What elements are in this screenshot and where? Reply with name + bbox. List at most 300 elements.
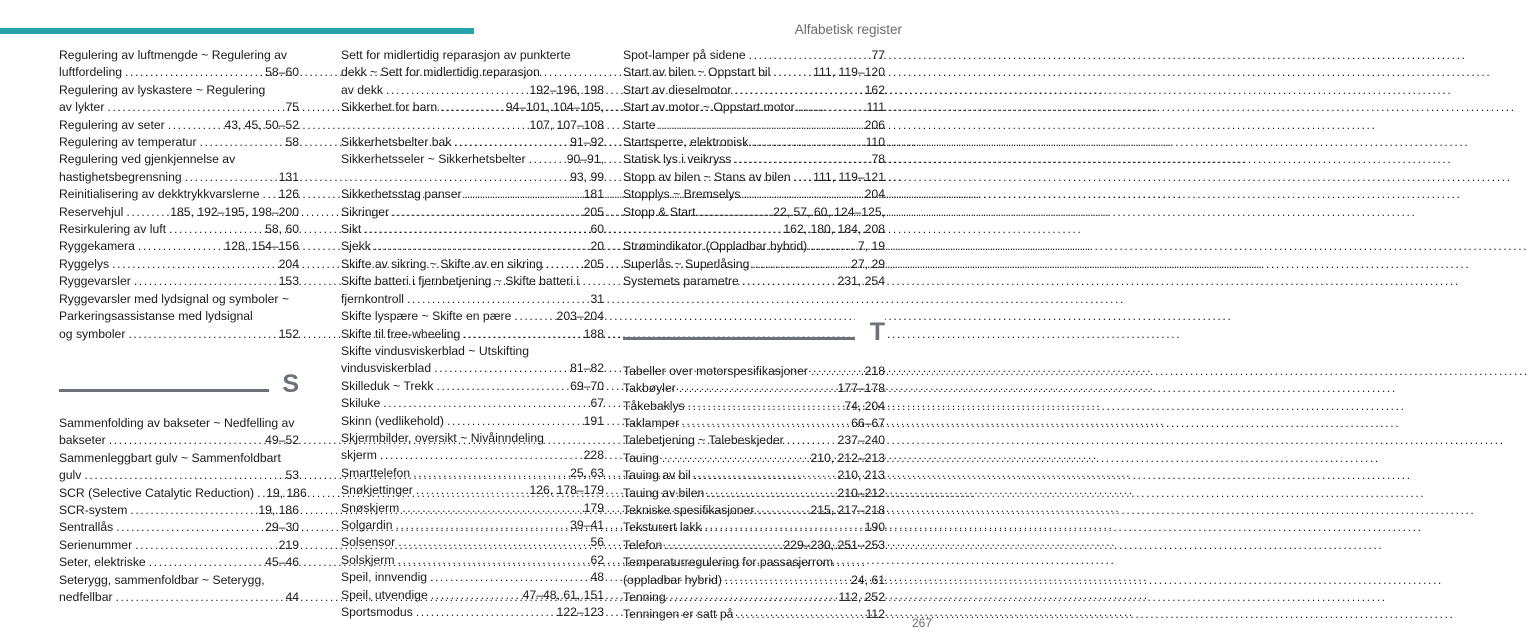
index-entry [341,273,604,308]
dot-leader [396,517,568,534]
entry-text-line: Skifte vindusviskerblad ~ Utskifting [341,343,529,358]
dot-leader [679,380,835,397]
entry-page-refs: 153 [278,274,299,289]
entry-term-line [341,238,604,255]
entry-term-line [59,64,299,81]
entry-term: Snøkjettinger [341,483,413,498]
index-entry [341,256,604,273]
entry-page-refs: 112 [865,607,885,622]
dot-leader [185,169,276,186]
dot-leader [436,378,567,395]
entry-term: Sportsmodus [341,605,413,619]
entry-term: Tabeller over motorspesifikasjoner [623,363,808,378]
entry-page-refs: 19, 186 [258,502,299,517]
entry-page-refs: 91–92 [570,135,604,150]
entry-text-line: Parkeringsassistanse med lydsignal [59,309,253,324]
entry-term-line [59,502,299,519]
entry-page-refs: 45–46 [265,555,299,570]
entry-term-line [623,415,885,432]
entry-term-line [341,604,604,621]
entry-page-refs: 126, 178–179 [529,483,604,498]
entry-term: SCR-system [59,502,128,517]
entry-term: Skifte til free-wheeling [341,326,461,341]
dot-leader [392,204,581,221]
entry-term: bakseter [59,433,106,448]
entry-page-refs: 58, 60 [265,222,299,237]
dot-leader [126,204,167,221]
entry-page-refs: 181 [583,187,604,202]
entry-term: Start av motor ~ Oppstart motor [623,100,795,115]
entry-page-refs: 67 [590,396,604,411]
entry-term-line [59,186,299,203]
dot-leader [454,134,567,151]
section-header [623,313,885,351]
entry-term: Taklamper [623,415,680,430]
dot-leader [694,467,835,484]
index-entry [59,502,299,519]
entry-page-refs: 206 [864,117,885,132]
entry-term-line [59,589,299,606]
entry-text-line: Sett for midlertidig reparasjon av punkterte [341,48,571,62]
entry-term-line [623,572,885,589]
dot-leader [413,465,567,482]
index-entry [341,308,604,325]
entry-page-refs: 24, 61 [851,572,885,587]
entry-term-line [59,273,299,290]
dot-leader [135,537,276,554]
entry-term: Stopplys ~ Bremselys [623,187,741,202]
index-entry [59,117,299,134]
entry-term-line [623,238,885,255]
index-entry [59,256,299,273]
page-number: 267 [911,616,932,630]
entry-page-refs: 29–30 [265,520,299,535]
entry-term-line [59,519,299,536]
entry-page-refs: 231, 254 [837,274,885,289]
index-entry [341,99,604,134]
entry-term: Speil, utvendige [341,587,428,602]
entry-term-line [341,395,604,412]
entry-term-line [59,221,299,238]
entry-term-line [623,273,885,290]
index-column-3 [623,47,885,624]
section-letter: T [855,313,885,351]
dot-leader [116,589,283,606]
entry-term: Skiluke [341,396,381,411]
entry-term: gulv [59,468,82,483]
entry-page-refs: 177–178 [837,381,885,396]
entry-term-line [341,413,604,430]
entry-text-line: Seterygg, sammenfoldbar ~ Seterygg, [59,572,265,587]
index-entry [341,378,604,395]
entry-term-line [341,134,604,151]
dot-leader [138,238,222,255]
index-entry [623,256,885,273]
entry-page-refs: 90–91, [566,152,604,167]
entry-term-line [341,378,604,395]
entry-term: Sikkerhetsseler ~ Sikkerhetsbelter [341,152,526,167]
index-entry [341,500,604,517]
entry-term: Skifte av sikring ~ Skifte av en sikring [341,256,543,271]
entry-term-line [59,485,307,502]
entry-term-line [59,204,299,221]
entry-term-line [59,554,299,571]
dot-leader [380,447,581,464]
entry-text-line: Ryggevarsler med lydsignal og symboler ~ [59,291,289,306]
entry-term-line [341,99,604,116]
dot-leader [465,186,581,203]
entry-term: Tåkebaklys [623,398,685,413]
index-entry [341,517,604,534]
entry-page-refs: 43, 45, 50–52 [224,117,299,132]
entry-page-refs: 78 [871,152,885,167]
entry-term: Statisk lys i veikryss [623,152,732,167]
dot-leader [725,572,848,589]
entry-page-refs: 58 [285,135,299,150]
entry-page-refs: 44 [285,589,299,604]
entry-term: Smarttelefon [341,465,411,480]
dot-leader [416,482,527,499]
dot-leader [168,117,222,134]
entry-term-line [623,519,885,536]
entry-term-line [341,534,604,551]
index-entry [59,186,299,203]
entry-term: Superlås ~ Superlåsing [623,256,750,271]
index-entry [623,169,885,186]
entry-term: Strømindikator (Oppladbar hybrid) [623,239,808,254]
dot-leader [744,186,862,203]
entry-page-refs: 20 [590,239,604,254]
section-divider [59,389,299,392]
dot-leader [440,99,503,116]
entry-page-refs: 19, 186 [266,485,307,500]
entry-term: Tenning [623,589,666,604]
entry-term: nedfellbar [59,589,113,604]
entry-page-refs: 190 [864,520,885,535]
index-entry [341,413,604,430]
index-entry [341,238,604,255]
entry-term: Reinitialisering av dekktrykkvarslerne [59,187,260,202]
index-entry [623,467,885,484]
entry-term-line [59,117,299,134]
entry-page-refs: 111 [866,100,885,115]
entry-term-line [59,432,299,449]
entry-page-refs: 94–101, 104–105, [505,100,604,115]
entry-page-refs: 204 [278,256,299,271]
page-header-title: Alfabetisk register [794,22,902,37]
entry-term-line [623,606,885,623]
dot-leader [707,485,834,502]
entry-term: Regulering av seter [59,117,165,132]
index-entry [623,380,885,397]
entry-page-refs: 58–60 [265,65,299,80]
entry-term: Sikt [341,222,362,237]
entry-term-line [623,82,885,99]
entry-page-refs: 192–196, 198 [529,82,604,97]
dot-leader [688,398,842,415]
entry-term-line [59,169,299,186]
entry-page-refs: 62 [590,552,604,567]
entry-page-refs: 203–204 [556,309,604,324]
entry-term-line [341,308,604,325]
index-entry [59,572,299,607]
entry-term-line [341,552,604,569]
entry-term-line [623,363,885,380]
entry-page-refs-continued: 93, 99 [570,169,604,184]
index-entry [341,343,604,378]
index-entry [623,450,885,467]
index-entry [623,485,885,502]
index-entry [341,465,604,482]
entry-page-refs: 210, 212–213 [810,450,885,465]
entry-page-refs: 205 [583,256,604,271]
dot-leader [431,587,520,604]
entry-term: Teksturert lakk [623,520,702,535]
entry-page-refs: 215, 217–218 [810,502,885,517]
section-header [59,365,299,403]
index-entry [59,151,299,186]
entry-page-refs: 53 [285,468,299,483]
index-entry [623,554,885,589]
entry-term-line [59,537,299,554]
entry-term-line [623,134,885,151]
entry-term-line [623,64,885,81]
dot-leader [430,569,587,586]
dot-leader [811,363,862,380]
dot-leader [659,117,862,134]
entry-term: Talebetjening ~ Talebeskjeder [623,433,784,448]
entry-term-line [623,467,885,484]
index-entry [341,134,604,151]
entry-text-line: Regulering av lyskastere ~ Regulering [59,82,266,97]
dot-leader [263,186,276,203]
entry-page-refs: 188 [583,326,604,341]
dot-leader [514,308,553,325]
entry-term: Systemets parametre [623,274,739,289]
index-entry [623,273,885,290]
dot-leader [794,169,810,186]
dot-leader [463,326,580,343]
dot-leader [734,82,861,99]
entry-page-refs: 47–48, 61, 151 [522,587,604,602]
dot-leader [751,134,862,151]
entry-term: Start av dieselmotor [623,82,732,97]
index-entry [59,221,299,238]
entry-page-refs-continued: 162, 180, 184, 208 [783,222,885,237]
index-entry [341,151,604,186]
dot-leader [662,450,808,467]
dot-leader [134,273,276,290]
entry-term-line [59,238,299,255]
entry-text-line: Regulering ved gjenkjennelse av [59,152,236,167]
dot-leader [416,604,554,621]
entry-term-line [623,450,885,467]
index-entry [623,64,885,81]
entry-page-refs: 22, 57, 60, 124–125, [773,204,885,219]
entry-term: Ryggekamera [59,239,135,254]
index-entry [59,537,299,554]
entry-term: Reservehjul [59,204,124,219]
entry-term: Tauing av bil [623,468,691,483]
entry-page-refs: 77 [871,48,885,62]
index-entry [623,519,885,536]
entry-term-line [341,447,604,464]
entry-term-line [623,117,885,134]
index-entry [341,221,604,238]
index-entry [59,47,299,82]
dot-leader [128,326,275,343]
entry-term-line [623,485,885,502]
index-entry [341,204,604,221]
entry-term: Skilleduk ~ Trekk [341,378,434,393]
dot-leader [699,204,771,221]
dot-leader [434,360,567,377]
dot-leader [386,82,526,99]
index-entry [341,186,604,203]
entry-term-line [341,82,604,99]
index-entry [341,482,604,499]
entry-term-line [59,134,299,151]
index-entry [341,326,604,343]
index-entry [341,587,604,604]
index-entry [59,519,299,536]
index-entry [59,134,299,151]
entry-page-refs: 31 [590,291,604,306]
index-entry [623,415,885,432]
entry-term: Startsperre, elektronisk [623,135,749,150]
entry-page-refs: 39–41 [570,517,604,532]
entry-page-refs: 25, 63 [570,465,604,480]
entry-term-line [623,47,885,64]
entry-term-line [341,465,604,482]
entry-term: Regulering av temperatur [59,135,197,150]
dot-leader [749,47,869,64]
index-column-1 [59,47,307,606]
entry-page-refs: 237–240 [837,433,885,448]
index-entry [623,606,885,623]
index-entry [59,291,299,343]
dot-leader [773,64,810,81]
index-entry [623,82,885,99]
entry-term: skjerm [341,448,377,463]
dot-leader [447,413,581,430]
dot-leader [107,99,282,116]
dot-leader [665,537,780,554]
entry-page-refs: 191 [583,413,604,428]
dot-leader [736,606,862,623]
index-entry [341,534,604,551]
entry-page-refs: 128, 154–156 [224,239,299,254]
entry-page-refs: 131 [278,169,299,184]
entry-page-refs: 228 [583,448,604,463]
entry-text-line: Regulering av luftmengde ~ Regulering av [59,48,287,62]
index-column-2 [341,47,604,621]
dot-leader [546,256,581,273]
entry-term: Serienummer [59,537,133,552]
dot-leader [257,485,263,502]
entry-page-refs: 111, 119–120 [813,65,885,80]
entry-term-line [341,256,604,273]
entry-term: Solskjerm [341,552,395,567]
entry-page-refs: 162 [864,82,885,97]
entry-term: og symboler [59,326,126,341]
entry-page-refs: 112, 252 [838,589,885,604]
entry-term-line [341,151,604,168]
dot-leader [402,500,580,517]
entry-term-line [623,398,885,415]
dot-leader [669,589,836,606]
entry-term-line [341,587,604,604]
index-entry [59,82,299,117]
entry-page-refs: 229–230, 251–253 [783,537,885,552]
entry-term: vindusviskerblad [341,361,432,376]
entry-term: Resirkulering av luft [59,222,167,237]
entry-term-line [623,151,885,168]
entry-page-refs: 205 [583,204,604,219]
dot-leader [130,502,255,519]
index-entry [623,134,885,151]
entry-term-line [341,204,604,221]
entry-page-refs: 126 [278,187,299,202]
index-entry [341,569,604,586]
entry-term-line [623,256,885,273]
dot-leader [125,64,262,81]
entry-page-refs: 218 [864,363,885,378]
entry-term-line [341,186,604,203]
index-entry [59,273,299,290]
entry-term-line [623,502,885,519]
index-entry [59,204,299,221]
dot-leader [169,221,262,238]
entry-term: Stopp & Start [623,204,696,219]
entry-term: av lykter [59,100,105,115]
dot-leader [200,134,283,151]
entry-term-line [341,482,604,499]
entry-term-line [341,569,604,586]
entry-page-refs: 74, 204 [844,398,885,413]
index-entry [623,537,885,554]
dot-leader [112,256,276,273]
entry-term-line [341,326,604,343]
entry-term: fjernkontroll [341,291,404,306]
index-entry [623,589,885,606]
dot-leader [374,238,588,255]
entry-term: SCR (Selective Catalytic Reduction) [59,485,255,500]
dot-leader [752,256,848,273]
entry-term: Skifte lyspære ~ Skifte en pære [341,309,512,324]
dot-leader [757,502,807,519]
index-entry [59,450,299,485]
entry-term: Sikkerhetsbelter bak [341,135,452,150]
index-entry [59,485,307,502]
index-entry [623,151,885,168]
dot-leader [682,415,848,432]
entry-term-line [341,221,604,238]
entry-term: Sentrallås [59,520,114,535]
header-accent-bar [0,28,474,34]
dot-leader [742,273,835,290]
index-entry [59,238,299,255]
index-entry [341,47,604,99]
dot-leader [810,238,855,255]
index-entry [623,398,885,415]
dot-leader [407,291,587,308]
dot-leader [705,519,862,536]
dot-leader [149,554,262,571]
dot-leader [798,99,864,116]
entry-text-line: Skifte batteri i fjernbetjening ~ Skifte batteri i [341,274,580,289]
entry-page-refs: 179 [583,500,604,515]
